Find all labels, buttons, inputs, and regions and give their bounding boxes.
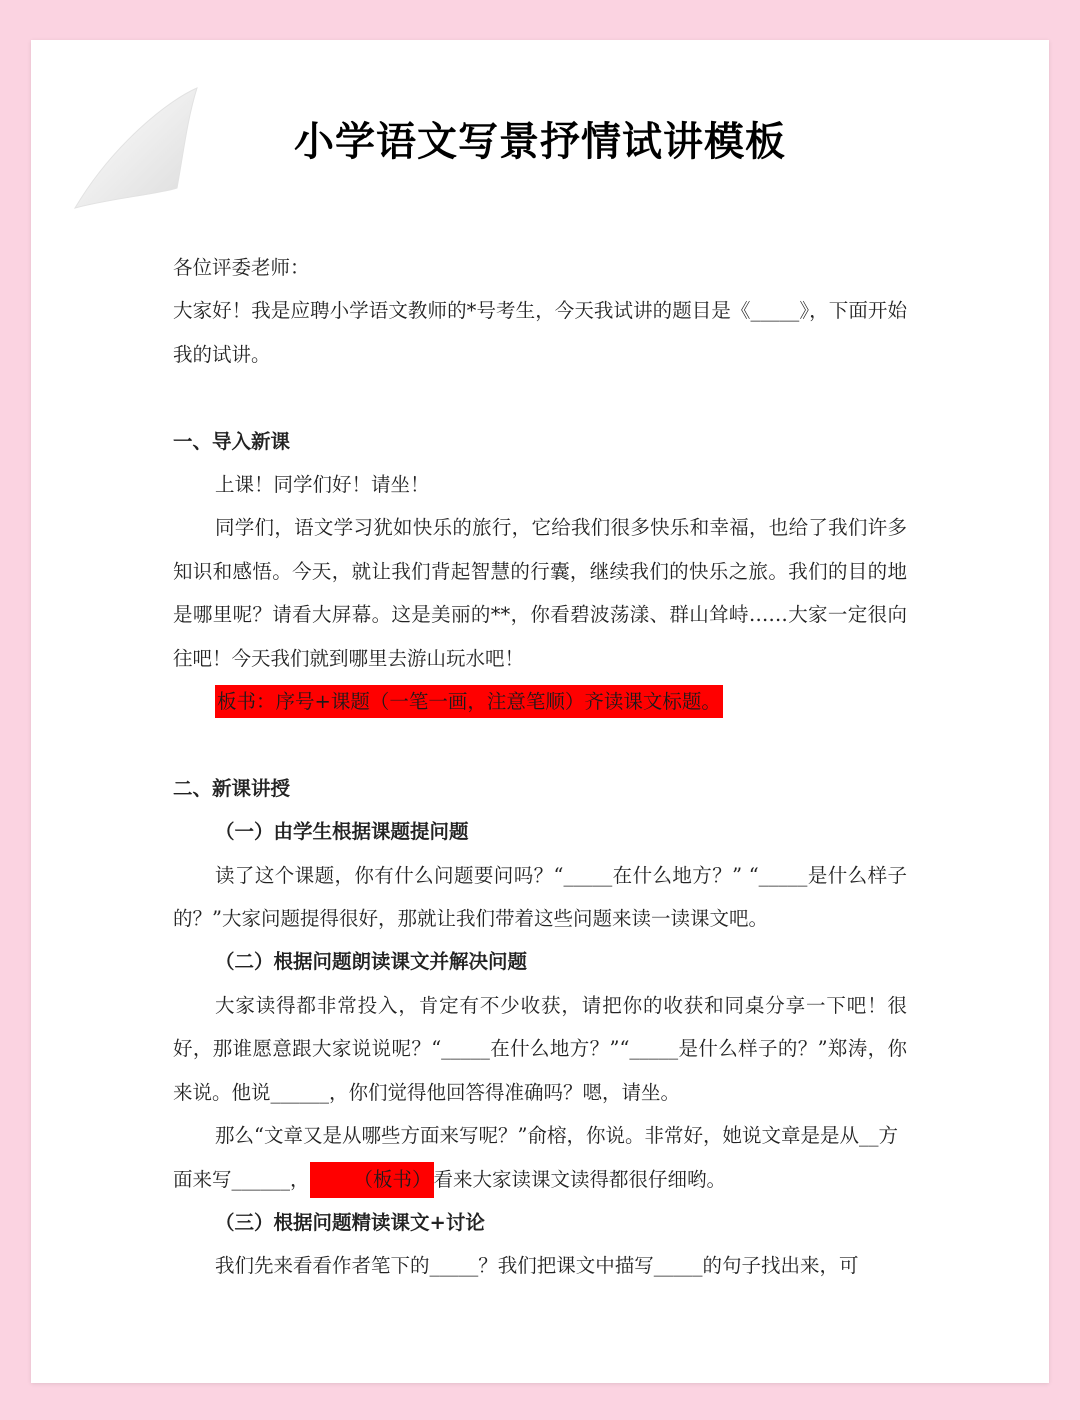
paragraph: 大家读得都非常投入，肯定有不少收获，请把你的收获和同桌分享一下吧！很好，那谁愿意跟大家说说呢？“_____在什么地方？”“_____是什么样子的？”郑涛，你来说。他说______，你们觉得他回答得准确吗？嗯，请坐。 bbox=[173, 993, 907, 1104]
section-heading-lesson: 二、新课讲授 bbox=[173, 776, 291, 800]
paragraph: 同学们，语文学习犹如快乐的旅行，它给我们很多快乐和幸福，也给了我们许多知识和感悟。今天，就让我们背起智慧的行囊，继续我们的快乐之旅。我们的目的地是哪里呢？请看大屏幕。这是美丽的**，你看碧波荡漾、群山耸峙……大家一定很向往吧！今天我们就到哪里去游山玩水吧！ bbox=[173, 516, 907, 670]
paragraph bbox=[173, 1114, 907, 1201]
section-heading-intro: 一、导入新课 bbox=[173, 429, 291, 453]
greeting: 各位评委老师： bbox=[173, 256, 310, 279]
paragraph-text: 那么“文章又是从哪些方面来写呢？”俞榕，你说。非常好，她说文章是是从__方面来写______， bbox=[173, 1124, 898, 1191]
board-note-highlight: 板书：序号+课题（一笔一画，注意笔顺）齐读课文标题。 bbox=[215, 685, 723, 718]
board-note-line bbox=[173, 680, 907, 723]
board-inline-highlight: （板书） bbox=[310, 1162, 434, 1198]
page-title: 小学语文写景抒情试讲模板 bbox=[294, 118, 786, 165]
spacer bbox=[173, 723, 907, 766]
spacer bbox=[173, 376, 907, 419]
intro-paragraph: 大家好！我是应聘小学语文教师的*号考生，今天我试讲的题目是《_____》，下面开始我的试讲。 bbox=[173, 299, 907, 366]
paragraph-text: 看来大家读课文读得都很仔细哟。 bbox=[433, 1167, 727, 1191]
paragraph: 上课！同学们好！请坐！ bbox=[215, 473, 430, 497]
subsection-heading: （二）根据问题朗读课文并解决问题 bbox=[215, 950, 528, 974]
subsection-heading: （三）根据问题精读课文+讨论 bbox=[215, 1210, 485, 1234]
subsection-heading: （一）由学生根据课题提问题 bbox=[215, 820, 469, 844]
document-body bbox=[173, 246, 907, 1288]
paragraph: 读了这个课题，你有什么问题要问吗？“_____在什么地方？” “_____是什么样子的？”大家问题提得很好，那就让我们带着这些问题来读一读课文吧。 bbox=[173, 863, 907, 931]
paragraph: 我们先来看看作者笔下的_____？我们把课文中描写_____的句子找出来，可 bbox=[215, 1254, 859, 1278]
